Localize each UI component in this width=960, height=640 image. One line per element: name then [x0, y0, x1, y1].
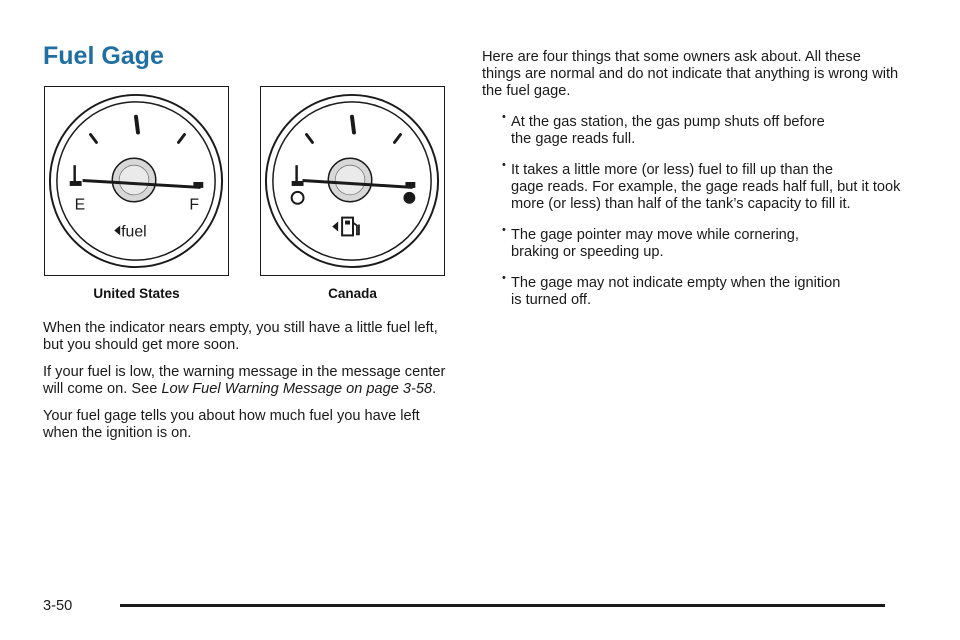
list-item-text-cont: gage reads. For example, the gage reads half full, but it took more (or less) than half of the tank’s capacity to fill it. — [511, 179, 901, 212]
fuel-gauge-us-svg — [45, 87, 228, 275]
list-item — [482, 271, 902, 309]
paragraph-indicator-empty: When the indicator nears empty, you still have a little fuel left, but you should get more soon. — [43, 320, 438, 353]
page-title: Fuel Gage — [43, 42, 164, 70]
gauge-full-label: F — [189, 196, 200, 214]
gauge-caption-canada: Canada — [328, 286, 377, 301]
bullet-icon: • — [502, 159, 506, 171]
list-item-text: It takes a little more (or less) fuel to fill up than the — [511, 162, 834, 178]
footer-divider — [120, 604, 885, 607]
paragraph-low-fuel-text: If your fuel is low, the warning message in the message center will come on. See — [43, 364, 446, 397]
gauge-illustration-canada — [260, 86, 445, 276]
list-item-text: The gage may not indicate empty when the ignition — [511, 275, 841, 291]
list-item — [482, 158, 902, 213]
paragraph-low-fuel-end: . — [432, 381, 437, 397]
list-item-text: The gage pointer may move while cornering, — [511, 227, 799, 243]
paragraph-intro: Here are four things that some owners ask about. All these things are normal and do not indicate that anything is wrong with the fuel gage. — [482, 49, 899, 99]
bullet-icon: • — [502, 272, 506, 284]
fuel-gauge-canada-svg — [261, 87, 444, 275]
gauge-caption-us: United States — [93, 286, 180, 301]
cross-reference-link[interactable]: Low Fuel Warning Message on page 3-58 — [161, 381, 433, 397]
gauge-fuel-label: fuel — [121, 223, 147, 241]
left-column-text — [43, 320, 453, 452]
gauge-empty-label: E — [74, 196, 86, 214]
right-column-text — [482, 49, 902, 319]
list-item-text: At the gas station, the gas pump shuts off before — [511, 114, 825, 130]
list-item-text-cont: the gage reads full. — [511, 131, 636, 147]
page-number: 3-50 — [43, 598, 73, 614]
list-item-text-cont: is turned off. — [511, 292, 592, 308]
paragraph-gage-info: Your fuel gage tells you about how much fuel you have left when the ignition is on. — [43, 408, 420, 441]
gauge-illustration-us — [44, 86, 229, 276]
list-item — [482, 223, 902, 261]
list-item — [482, 110, 902, 148]
owner-questions-list — [482, 110, 902, 309]
bullet-icon: • — [502, 111, 506, 123]
bullet-icon: • — [502, 224, 506, 236]
list-item-text-cont: braking or speeding up. — [511, 244, 664, 260]
paragraph-low-fuel — [43, 364, 453, 398]
full-circle-icon — [403, 192, 415, 204]
